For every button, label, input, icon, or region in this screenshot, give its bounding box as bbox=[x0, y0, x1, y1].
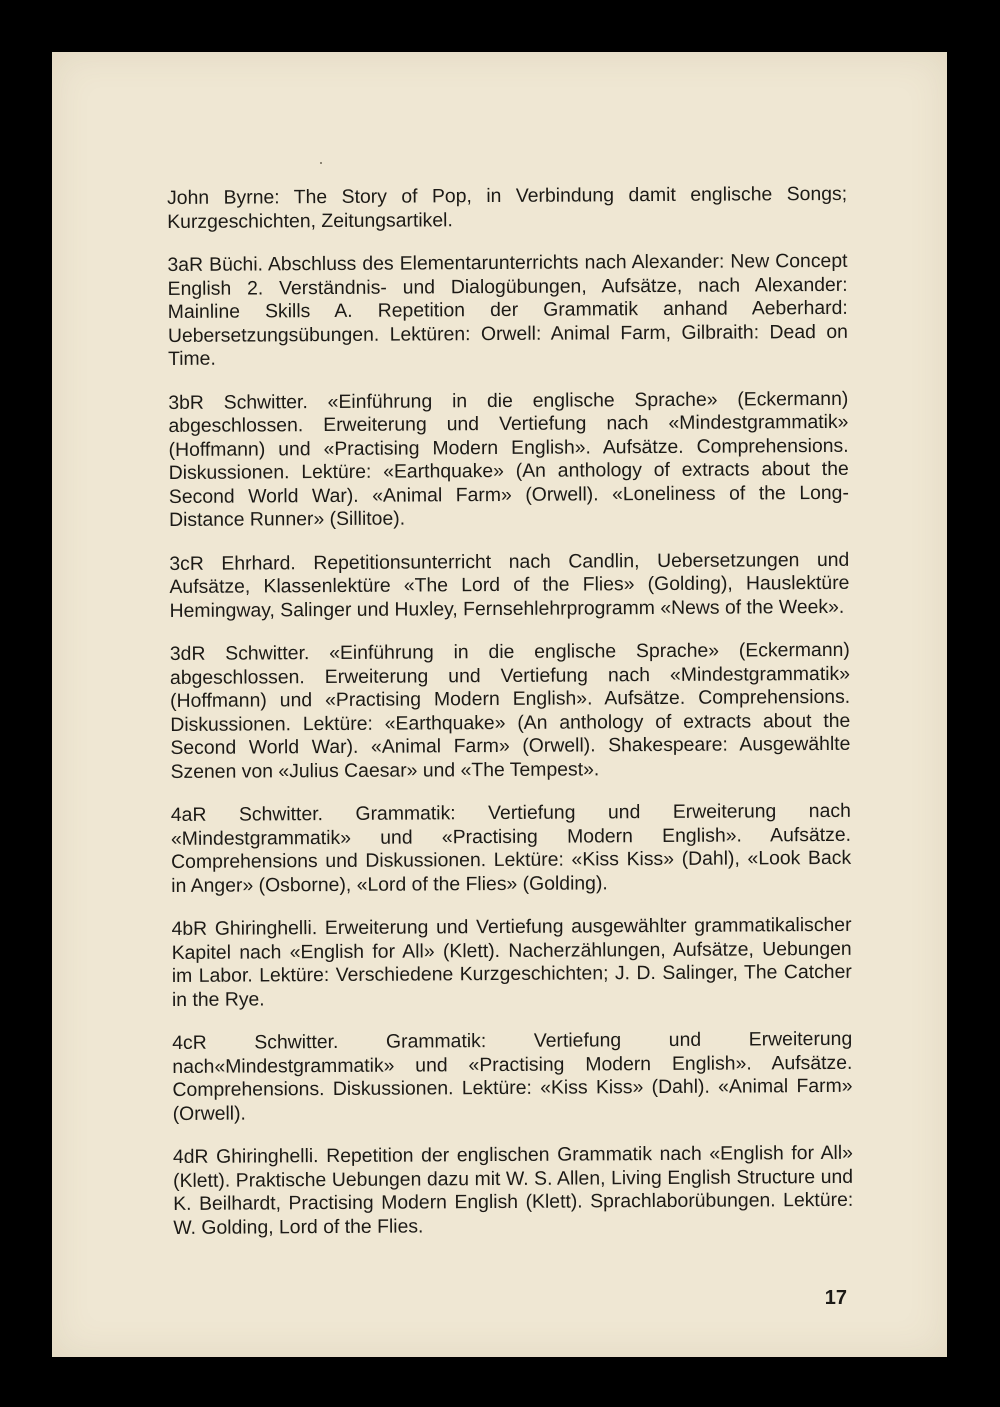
paragraph-intro: John Byrne: The Story of Pop, in Verbindung damit englische Songs; Kurzgeschichten, Zeitungsartikel. bbox=[167, 182, 848, 233]
paragraph-3dr: 3dR Schwitter. «Einführung in die englische Sprache» (Eckermann) abgeschlossen. Erweiterung und Vertiefung nach «Mindestgrammatik» (Hoffmann) und «Practising Modern English». Aufsätze. Comprehensions. Diskussionen. Lektüre: «Earthquake» (An anthology of extracts about the Second World War). «Animal Farm» (Orwell). Shakespeare: Ausgewählte Szenen von «Julius Caesar» und «The Tempest». bbox=[169, 638, 851, 783]
paragraph-4cr: 4cR Schwitter. Grammatik: Vertiefung und Erweiterung nach«Mindestgrammatik» und «Practising Modern English». Aufsätze. Comprehensions. Diskussionen. Lektüre: «Kiss Kiss» (Dahl). «Animal Farm» (Orwell). bbox=[172, 1027, 853, 1125]
book-page bbox=[52, 52, 947, 1357]
page-number: 17 bbox=[824, 1287, 847, 1309]
stray-ink-dot bbox=[320, 162, 322, 164]
text-column bbox=[167, 183, 854, 1260]
paragraph-3ar: 3aR Büchi. Abschluss des Elementarunterrichts nach Alexander: New Concept English 2. Verständnis- und Dialogübungen, Aufsätze, nach Alexander: Mainline Skills A. Repetition der Grammatik anhand Aeberhard: Uebersetzungsübungen. Lektüren: Orwell: Animal Farm, Gilbraith: Dead on Time. bbox=[167, 249, 848, 370]
paragraph-4br: 4bR Ghiringhelli. Erweiterung und Vertiefung ausgewählter grammatikalischer Kapitel nach «English for All» (Klett). Nacherzählungen, Aufsätze, Uebungen im Labor. Lektüre: Verschiedene Kurzgeschichten; J. D. Salinger, The Catcher in the Rye. bbox=[171, 913, 852, 1011]
paragraph-4ar: 4aR Schwitter. Grammatik: Vertiefung und Erweiterung nach «Mindestgrammatik» und «Practising Modern English». Aufsätze. Comprehensions und Diskussionen. Lektüre: «Kiss Kiss» (Dahl), «Look Back in Anger» (Osborne), «Lord of the Flies» (Golding). bbox=[170, 799, 852, 897]
paragraph-3cr: 3cR Ehrhard. Repetitionsunterricht nach Candlin, Uebersetzungen und Aufsätze, Klassenlektüre «The Lord of the Flies» (Golding), Hauslektüre Hemingway, Salinger und Huxley, Fernsehlehrprogramm «News of the Week». bbox=[169, 548, 850, 622]
paragraph-3br: 3bR Schwitter. «Einführung in die englische Sprache» (Eckermann) abgeschlossen. Erweiterung und Vertiefung nach «Mindestgrammatik» (Hoffmann) und «Practising Modern English». Aufsätze. Comprehensions. Diskussionen. Lektüre: «Earthquake» (An anthology of extracts about the Second World War). «Animal Farm» (Orwell). «Loneliness of the Long-Distance Runner» (Sillitoe). bbox=[168, 387, 849, 531]
paragraph-4dr: 4dR Ghiringhelli. Repetition der englischen Grammatik nach «English for All» (Klett). Praktische Uebungen dazu mit W. S. Allen, Living English Structure und K. Beilhardt, Practising Modern English (Klett). Sprachlaborübungen. Lektüre: W. Golding, Lord of the Flies. bbox=[172, 1141, 854, 1239]
